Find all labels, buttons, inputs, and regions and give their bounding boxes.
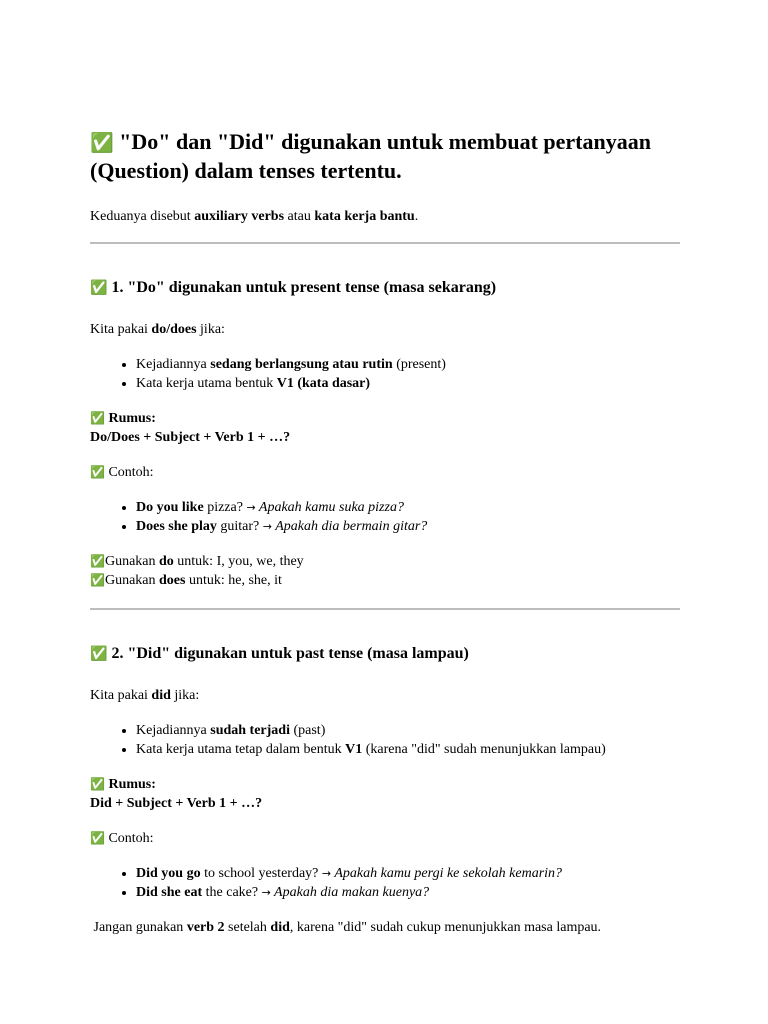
formula: Did + Subject + Verb 1 + …? bbox=[90, 796, 263, 811]
list-item bbox=[136, 517, 680, 536]
section2-lead bbox=[90, 686, 680, 705]
contoh-label: Contoh: bbox=[108, 831, 154, 846]
divider bbox=[90, 242, 680, 244]
note-bold: do bbox=[159, 554, 174, 569]
section2-final-note bbox=[90, 918, 680, 937]
check-icon: ✅ bbox=[90, 465, 105, 479]
intro-bold-2: kata kerja bantu bbox=[314, 209, 415, 224]
check-icon: ✅ bbox=[90, 554, 105, 568]
bullet-bold: V1 (kata dasar) bbox=[276, 376, 371, 391]
formula: Do/Does + Subject + Verb 1 + …? bbox=[90, 430, 291, 445]
example-bold: Do you like bbox=[136, 500, 204, 515]
note-text: Gunakan bbox=[104, 573, 159, 588]
divider bbox=[90, 608, 680, 610]
list-item bbox=[136, 740, 680, 759]
section2-heading bbox=[90, 644, 680, 664]
list-item bbox=[136, 498, 680, 517]
section2-heading-text: 2. "Did" digunakan untuk past tense (masa lampau) bbox=[111, 645, 469, 662]
bullet-text: Kejadiannya bbox=[136, 357, 211, 372]
section1-contoh bbox=[90, 463, 680, 482]
check-icon: ✅ bbox=[90, 411, 105, 425]
section1-examples bbox=[90, 498, 680, 536]
example-bold: Does she play bbox=[136, 519, 217, 534]
bullet-bold: V1 bbox=[345, 742, 363, 757]
list-item bbox=[136, 721, 680, 740]
bullet-text: Kata kerja utama bentuk bbox=[136, 376, 277, 391]
section2-examples bbox=[90, 864, 680, 902]
example-text: pizza? bbox=[203, 500, 247, 515]
bullet-text-end: (past) bbox=[289, 723, 326, 738]
document-page bbox=[90, 128, 680, 953]
check-icon: ✅ bbox=[90, 831, 105, 845]
arrow-icon: → bbox=[261, 886, 271, 899]
note-text: Gunakan bbox=[104, 554, 159, 569]
check-icon: ✅ bbox=[90, 646, 108, 662]
example-translation: Apakah dia makan kuenya? bbox=[270, 885, 430, 900]
contoh-label: Contoh: bbox=[108, 465, 154, 480]
section2-contoh bbox=[90, 829, 680, 848]
section1-bullets bbox=[90, 355, 680, 393]
intro-text-end: . bbox=[414, 209, 419, 224]
lead-text: Kita pakai bbox=[90, 322, 152, 337]
bullet-text-end: (karena "did" sudah menunjukkan lampau) bbox=[362, 742, 606, 757]
final-text-mid: setelah bbox=[224, 920, 271, 935]
example-bold: Did you go bbox=[136, 866, 201, 881]
section1-rumus bbox=[90, 409, 680, 447]
section1-heading bbox=[90, 278, 680, 298]
list-item bbox=[136, 864, 680, 883]
intro-paragraph bbox=[90, 207, 680, 226]
arrow-icon: → bbox=[246, 501, 256, 514]
example-translation: Apakah kamu pergi ke sekolah kemarin? bbox=[331, 866, 563, 881]
arrow-icon: → bbox=[321, 867, 332, 880]
check-icon: ✅ bbox=[90, 777, 105, 791]
page-title-text: "Do" dan "Did" digunakan untuk membuat pertanyaan (Question) dalam tenses tertentu. bbox=[90, 129, 651, 183]
check-icon: ✅ bbox=[90, 132, 114, 154]
final-text: Jangan gunakan bbox=[90, 920, 187, 935]
rumus-label: Rumus: bbox=[108, 411, 156, 426]
lead-bold: did bbox=[151, 688, 171, 703]
section1-heading-text: 1. "Do" digunakan untuk present tense (masa sekarang) bbox=[111, 279, 497, 296]
final-text-end: , karena "did" sudah cukup menunjukkan masa lampau. bbox=[289, 920, 602, 935]
note-text-end: untuk: he, she, it bbox=[185, 573, 282, 588]
bullet-text: Kejadiannya bbox=[136, 723, 211, 738]
section1-lead bbox=[90, 320, 680, 339]
list-item bbox=[136, 374, 680, 393]
example-text: guitar? bbox=[216, 519, 263, 534]
rumus-label: Rumus: bbox=[108, 777, 156, 792]
arrow-icon: → bbox=[262, 520, 272, 533]
note-text-end: untuk: I, you, we, they bbox=[173, 554, 304, 569]
final-bold-1: verb 2 bbox=[186, 920, 225, 935]
bullet-text: Kata kerja utama tetap dalam bentuk bbox=[136, 742, 346, 757]
intro-bold-1: auxiliary verbs bbox=[194, 209, 285, 224]
example-translation: Apakah kamu suka pizza? bbox=[255, 500, 404, 515]
lead-bold: do/does bbox=[151, 322, 197, 337]
final-bold-2: did bbox=[270, 920, 290, 935]
intro-text-mid: atau bbox=[284, 209, 315, 224]
intro-text: Keduanya disebut bbox=[90, 209, 195, 224]
section1-notes bbox=[90, 552, 680, 590]
example-translation: Apakah dia bermain gitar? bbox=[272, 519, 428, 534]
example-text: the cake? bbox=[202, 885, 262, 900]
lead-text-end: jika: bbox=[170, 688, 200, 703]
example-bold: Did she eat bbox=[136, 885, 203, 900]
bullet-text-end: (present) bbox=[392, 357, 446, 372]
bullet-bold: sedang berlangsung atau rutin bbox=[210, 357, 393, 372]
check-icon: ✅ bbox=[90, 280, 108, 296]
check-icon: ✅ bbox=[90, 573, 105, 587]
bullet-bold: sudah terjadi bbox=[210, 723, 290, 738]
page-title bbox=[90, 128, 680, 185]
section2-bullets bbox=[90, 721, 680, 759]
lead-text: Kita pakai bbox=[90, 688, 152, 703]
section2-rumus bbox=[90, 775, 680, 813]
list-item bbox=[136, 883, 680, 902]
list-item bbox=[136, 355, 680, 374]
note-bold: does bbox=[159, 573, 186, 588]
lead-text-end: jika: bbox=[196, 322, 225, 337]
example-text: to school yesterday? bbox=[200, 866, 322, 881]
